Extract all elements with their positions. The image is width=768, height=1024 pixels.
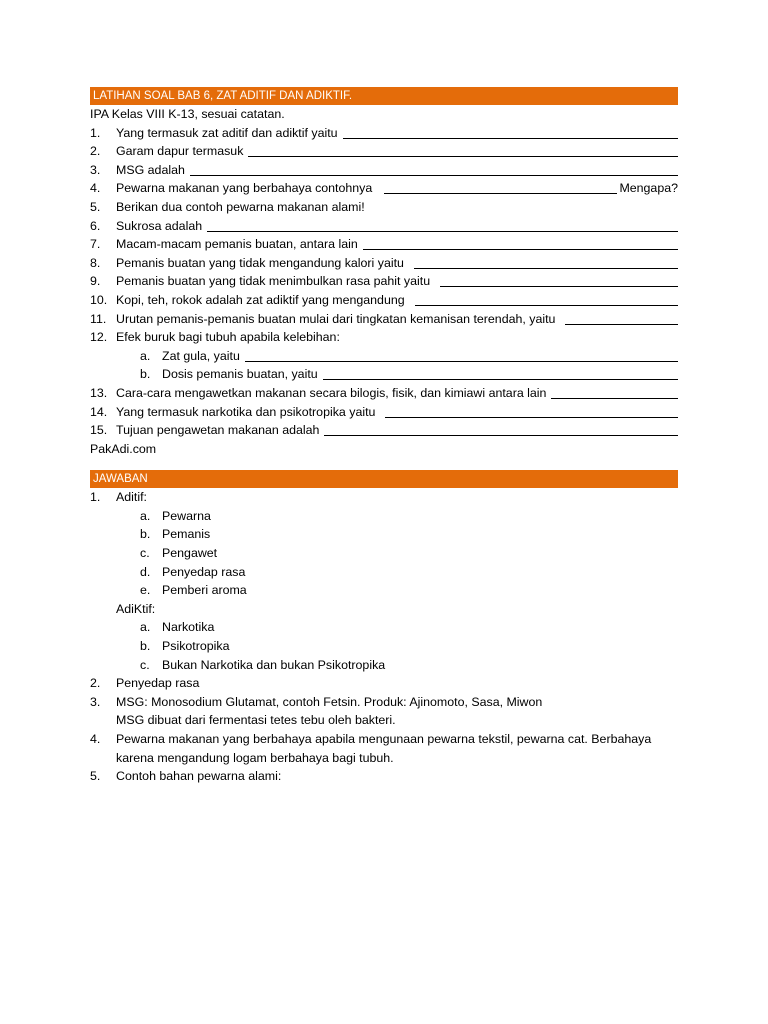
question-text: Yang termasuk zat aditif dan adiktif yaitu <box>116 125 338 140</box>
question-12a <box>90 347 678 366</box>
question-number: 8. <box>90 255 101 270</box>
answer-blank <box>343 125 678 139</box>
adiktif-label: AdiKtif: <box>116 601 156 616</box>
answer-blank <box>415 292 678 306</box>
answer-text: Penyedap rasa <box>116 676 200 691</box>
question-8 <box>90 254 678 273</box>
sub-question-letter: b. <box>140 367 151 382</box>
answer-blank <box>551 385 678 399</box>
question-7 <box>90 235 678 254</box>
answer-1 <box>90 488 678 507</box>
question-number: 11. <box>90 311 107 326</box>
aditif-item <box>90 563 678 582</box>
question-text: Zat gula, yaitu <box>162 348 240 363</box>
question-number: 6. <box>90 218 101 233</box>
question-5 <box>90 198 678 217</box>
question-text: Berikan dua contoh pewarna makanan alami! <box>116 199 365 214</box>
answer-blank <box>190 162 678 176</box>
answer-blank <box>245 348 678 362</box>
question-text: Tujuan pengawetan makanan adalah <box>116 423 320 438</box>
answer-4-continued: karena mengandung logam berbahaya bagi tubuh. <box>116 750 394 765</box>
answer-5 <box>90 767 678 786</box>
source-credit: PakAdi.com <box>90 441 157 456</box>
answer-blank <box>363 236 678 250</box>
question-followup: Mengapa? <box>619 181 678 196</box>
answer-4 <box>90 730 678 749</box>
question-12 <box>90 328 678 347</box>
question-14 <box>90 403 678 422</box>
item-text: Pengawet <box>162 546 218 561</box>
question-text: Kopi, teh, rokok adalah zat adiktif yang mengandung <box>116 292 405 307</box>
question-text: Pemanis buatan yang tidak menimbulkan rasa pahit yaitu <box>116 274 431 289</box>
question-9 <box>90 272 678 291</box>
sub-question-letter: a. <box>140 348 151 363</box>
question-text: MSG adalah <box>116 162 185 177</box>
question-1 <box>90 124 678 143</box>
question-number: 9. <box>90 274 101 289</box>
answer-number: 5. <box>90 769 101 784</box>
answer-number: 3. <box>90 694 101 709</box>
question-4 <box>90 179 678 198</box>
question-text: Pemanis buatan yang tidak mengandung kalori yaitu <box>116 255 404 270</box>
answer-text: Pewarna makanan yang berbahaya apabila mengunaan pewarna tekstil, pewarna cat. Berbahaya <box>116 732 652 746</box>
worksheet-title-banner: LATIHAN SOAL BAB 6, ZAT ADITIF DAN ADIKTIF. <box>90 87 678 105</box>
question-3 <box>90 161 678 180</box>
answer-3-continued: MSG dibuat dari fermentasi tetes tebu oleh bakteri. <box>116 713 396 728</box>
item-letter: b. <box>140 527 151 542</box>
question-text: Cara-cara mengawetkan makanan secara bilogis, fisik, dan kimiawi antara lain <box>116 385 547 400</box>
answer-blank <box>248 143 678 157</box>
answer-number: 2. <box>90 676 101 691</box>
item-text: Pemberi aroma <box>162 583 247 598</box>
answer-2 <box>90 674 678 693</box>
aditif-item <box>90 507 678 526</box>
question-text: Urutan pemanis-pemanis buatan mulai dari tingkatan kemanisan terendah, yaitu <box>116 311 556 326</box>
item-text: Bukan Narkotika dan bukan Psikotropika <box>162 657 386 672</box>
answer-blank <box>565 311 678 325</box>
aditif-item <box>90 544 678 563</box>
answers-header-banner: JAWABAN <box>90 470 678 488</box>
aditif-item <box>90 581 678 600</box>
question-text: Sukrosa adalah <box>116 218 203 233</box>
question-number: 13. <box>90 385 108 400</box>
question-2 <box>90 142 678 161</box>
answer-blank <box>207 218 678 232</box>
answer-text: Contoh bahan pewarna alami: <box>116 769 282 784</box>
answer-blank <box>324 422 678 436</box>
item-letter: e. <box>140 583 151 598</box>
item-letter: c. <box>140 546 150 561</box>
question-6 <box>90 217 678 236</box>
item-letter: b. <box>140 639 151 654</box>
question-number: 15. <box>90 423 108 438</box>
worksheet <box>90 87 678 786</box>
answer-blank <box>384 180 617 194</box>
question-number: 1. <box>90 125 101 140</box>
answer-blank <box>385 404 678 418</box>
adiktif-item <box>90 656 678 675</box>
item-letter: a. <box>140 620 151 635</box>
question-number: 2. <box>90 144 101 159</box>
adiktif-item <box>90 618 678 637</box>
question-number: 7. <box>90 237 101 252</box>
question-text: Dosis pemanis buatan, yaitu <box>162 367 318 382</box>
item-text: Pemanis <box>162 527 211 542</box>
aditif-item <box>90 525 678 544</box>
item-letter: d. <box>140 564 151 579</box>
item-letter: a. <box>140 508 151 523</box>
question-11 <box>90 310 678 329</box>
item-text: Narkotika <box>162 620 215 635</box>
question-text: Macam-macam pemanis buatan, antara lain <box>116 237 358 252</box>
question-text: Garam dapur termasuk <box>116 144 244 159</box>
answer-1-label: Aditif: <box>116 490 147 505</box>
question-15 <box>90 421 678 440</box>
question-text: Yang termasuk narkotika dan psikotropika yaitu <box>116 404 376 419</box>
item-text: Pewarna <box>162 508 211 523</box>
answer-number: 1. <box>90 490 101 505</box>
answer-blank <box>414 255 678 269</box>
question-number: 14. <box>90 404 108 419</box>
question-text: Efek buruk bagi tubuh apabila kelebihan: <box>116 330 340 345</box>
answer-3 <box>90 693 678 712</box>
question-number: 3. <box>90 162 101 177</box>
question-number: 12. <box>90 330 108 345</box>
answer-text: MSG: Monosodium Glutamat, contoh Fetsin. Produk: Ajinomoto, Sasa, Miwon <box>116 694 543 709</box>
question-number: 10. <box>90 292 108 307</box>
item-letter: c. <box>140 657 150 672</box>
question-text: Pewarna makanan yang berbahaya contohnya <box>116 181 373 196</box>
worksheet-subtitle: IPA Kelas VIII K-13, sesuai catatan. <box>90 107 285 121</box>
answer-blank <box>440 273 678 287</box>
question-10 <box>90 291 678 310</box>
question-number: 4. <box>90 181 101 196</box>
question-number: 5. <box>90 199 101 214</box>
answer-number: 4. <box>90 732 101 746</box>
answer-blank <box>323 366 678 380</box>
question-13 <box>90 384 678 403</box>
item-text: Psikotropika <box>162 639 230 654</box>
question-12b <box>90 365 678 384</box>
item-text: Penyedap rasa <box>162 564 246 579</box>
adiktif-item <box>90 637 678 656</box>
